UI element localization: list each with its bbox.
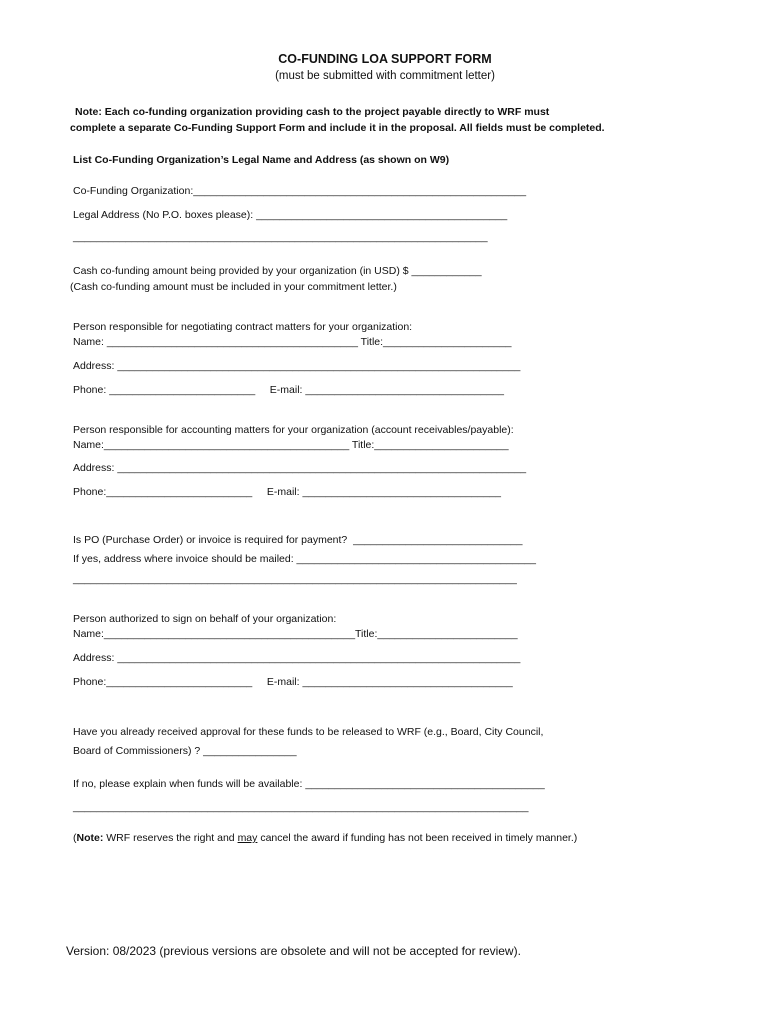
final-note-open-paren: ( <box>73 832 77 844</box>
signer-phone-email-field[interactable]: Phone:_________________________ E-mail: ____________________________________ <box>73 676 513 688</box>
final-note-label: Note: <box>76 832 104 844</box>
po-question-field[interactable]: Is PO (Purchase Order) or invoice is required for payment? _____________________________ <box>73 534 523 546</box>
cash-amount-field[interactable]: Cash co-funding amount being provided by your organization (in USD) $ ____________ <box>73 265 482 277</box>
final-note-text-2: cancel the award if funding has not been received in timely manner.) <box>257 832 578 844</box>
legal-address-line-2[interactable]: _______________________________________________________________________ <box>73 231 488 243</box>
invoice-address-field[interactable]: If yes, address where invoice should be mailed: _________________________________________ <box>73 553 536 565</box>
legal-address-field[interactable]: Legal Address (No P.O. boxes please): ___________________________________________ <box>73 209 508 221</box>
note-line-2: complete a separate Co-Funding Support Form and include it in the proposal. All fields must be completed. <box>70 122 605 134</box>
org-section-heading: List Co-Funding Organization’s Legal Name and Address (as shown on W9) <box>73 154 450 166</box>
contract-name-title-field[interactable]: Name: ___________________________________________ Title:______________________ <box>73 336 512 348</box>
contract-phone-email-field[interactable]: Phone: _________________________ E-mail: __________________________________ <box>73 384 504 396</box>
co-funding-organization-field[interactable]: Co-Funding Organization:_________________________________________________________ <box>73 185 527 197</box>
contract-section-heading: Person responsible for negotiating contract matters for your organization: <box>73 321 413 333</box>
final-note <box>73 832 577 845</box>
final-note-may: may <box>237 832 258 844</box>
signer-name-title-field[interactable]: Name:___________________________________________Title:________________________ <box>73 628 518 640</box>
form-title: CO-FUNDING LOA SUPPORT FORM <box>278 52 492 66</box>
contract-address-field[interactable]: Address: _____________________________________________________________________ <box>73 360 521 372</box>
signer-address-field[interactable]: Address: _____________________________________________________________________ <box>73 652 521 664</box>
final-note-text-1: WRF reserves the right and <box>103 832 238 844</box>
accounting-name-title-field[interactable]: Name:__________________________________________ Title:_______________________ <box>73 439 509 451</box>
invoice-address-line-2[interactable]: ____________________________________________________________________________ <box>73 573 517 585</box>
accounting-phone-email-field[interactable]: Phone:_________________________ E-mail: __________________________________ <box>73 486 501 498</box>
accounting-section-heading: Person responsible for accounting matters for your organization (account receivables/payable): <box>73 424 514 436</box>
version-footer: Version: 08/2023 (previous versions are obsolete and will not be accepted for review). <box>66 944 521 958</box>
approval-question-field[interactable]: Board of Commissioners) ? ________________ <box>73 745 297 757</box>
accounting-address-field[interactable]: Address: ______________________________________________________________________ <box>73 462 527 474</box>
cash-amount-note: (Cash co-funding amount must be included in your commitment letter.) <box>70 281 397 293</box>
funds-availability-field[interactable]: If no, please explain when funds will be available: _________________________________________ <box>73 778 545 790</box>
note-line-1: Note: Each co-funding organization providing cash to the project payable directly to WRF must <box>75 106 550 118</box>
approval-question-line-1: Have you already received approval for these funds to be released to WRF (e.g., Board, City Council, <box>73 726 544 738</box>
funds-availability-line-2[interactable]: ______________________________________________________________________________ <box>73 801 529 813</box>
signer-section-heading: Person authorized to sign on behalf of your organization: <box>73 613 337 625</box>
form-subtitle: (must be submitted with commitment letter) <box>275 70 495 82</box>
